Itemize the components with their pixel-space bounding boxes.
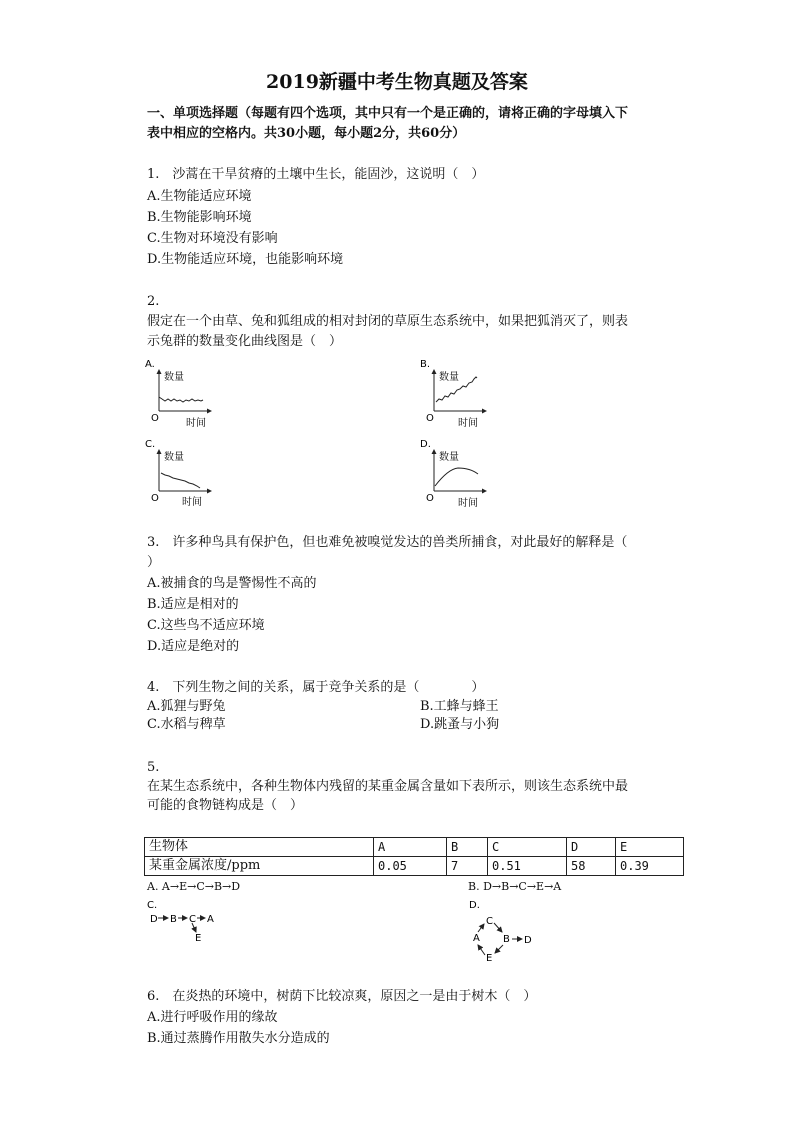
q6-option-a: A.进行呼吸作用的缘故 [147,1010,278,1025]
q4-option-a: A.狐狸与野兔 [147,699,226,714]
q5-option-b: B. D→B→C→E→A [468,880,562,893]
table-cell: 0.05 [374,857,447,876]
q5c-node-e: E [195,933,202,944]
q5c-label: C. [147,900,158,911]
graph-a-label: A. [145,359,155,370]
q3-option-b: B.适应是相对的 [147,597,239,612]
table-cell: E [616,838,684,857]
q2-graph-b [420,355,490,430]
metal-concentration-table [144,837,684,876]
q2-graph-c [145,435,215,510]
q5-stem-line2: 可能的食物链构成是（ ） [147,798,304,813]
q5d-node-d: D [524,935,532,946]
graph-a-xlabel: 时间 [186,418,206,429]
q5c-node-c: C [189,914,196,925]
q5-number: 5. [147,760,160,775]
graph-c-origin: O [151,493,159,504]
q3-option-c: C.这些鸟不适应环境 [147,618,265,633]
q1-option-a: A.生物能适应环境 [147,189,252,204]
table-row [145,857,684,876]
graph-d-origin: O [426,493,434,504]
table-cell: 0.51 [488,857,567,876]
q5d-node-a: A [473,933,480,944]
q5c-node-b: B [170,914,177,925]
q3-stem-line1: 3. 许多种鸟具有保护色，但也难免被嗅觉发达的兽类所捕食，对此最好的解释是（ [147,535,628,550]
graph-c-curve [161,473,200,488]
table-cell: A [374,838,447,857]
graph-a-ylabel: 数量 [164,372,184,383]
section-heading-line2: 表中相应的空格内。共30小题，每小题2分，共60分） [147,126,466,141]
page-title: 2019新疆中考生物真题及答案 [266,71,528,93]
q1-option-b: B.生物能影响环境 [147,210,252,225]
q5-option-c-diagram [145,897,235,947]
q4-option-b: B.工蜂与蜂王 [420,699,499,714]
table-cell: C [488,838,567,857]
table-cell: B [447,838,488,857]
q2-graph-d [420,435,490,510]
q4-option-d: D.跳蚤与小狗 [420,717,500,732]
graph-c-label: C. [145,439,156,450]
q1-option-d: D.生物能适应环境，也能影响环境 [147,252,344,267]
q1-stem: 1. 沙蒿在干旱贫瘠的土壤中生长，能固沙，这说明（ ） [147,167,485,182]
graph-d-xlabel: 时间 [458,498,478,509]
table-cell: 58 [567,857,616,876]
graph-d-label: D. [420,439,431,450]
graph-a-origin: O [151,413,159,424]
q2-stem-line1: 假定在一个由草、兔和狐组成的相对封闭的草原生态系统中，如果把狐消灭了，则表 [147,314,629,329]
q3-option-a: A.被捕食的鸟是警惕性不高的 [147,576,317,591]
q6-option-b: B.通过蒸腾作用散失水分造成的 [147,1031,330,1046]
q3-option-d: D.适应是绝对的 [147,639,240,654]
graph-c-ylabel: 数量 [164,452,184,463]
q5-option-a: A. A→E→C→B→D [147,880,241,893]
table-cell: 生物体 [145,838,374,857]
table-cell: 某重金属浓度/ppm [145,857,374,876]
graph-b-origin: O [426,413,434,424]
graph-b-ylabel: 数量 [439,372,459,383]
q5-option-d-diagram [465,897,555,967]
section-heading-line1: 一、单项选择题（每题有四个选项，其中只有一个是正确的，请将正确的字母填入下 [147,106,629,121]
graph-d-curve [435,468,478,486]
table-cell: D [567,838,616,857]
q4-stem: 4. 下列生物之间的关系，属于竞争关系的是（ ） [147,680,485,695]
q5d-node-c: C [486,916,493,927]
q5d-label: D. [469,900,480,911]
q3-stem-line2: ） [147,555,161,570]
q2-stem-line2: 示兔群的数量变化曲线图是（ ） [147,334,343,349]
table-header-row [145,838,684,857]
q2-number: 2. [147,294,160,309]
table-cell: 0.39 [616,857,684,876]
graph-d-ylabel: 数量 [439,452,459,463]
graph-c-xlabel: 时间 [182,497,202,508]
table-cell: 7 [447,857,488,876]
q5-stem-line1: 在某生态系统中，各种生物体内残留的某重金属含量如下表所示，则该生态系统中最 [147,779,629,794]
q4-option-c: C.水稻与稗草 [147,717,226,732]
q5d-node-b: B [503,934,510,945]
q5c-node-d: D [150,914,158,925]
graph-b-xlabel: 时间 [458,418,478,429]
graph-a-curve [159,397,203,402]
graph-b-label: B. [420,359,431,370]
q5c-node-a: A [207,914,214,925]
q1-option-c: C.生物对环境没有影响 [147,231,278,246]
q6-stem: 6. 在炎热的环境中，树荫下比较凉爽，原因之一是由于树木（ ） [147,989,537,1004]
q5d-node-e: E [486,953,493,964]
q2-graph-a [145,355,215,430]
